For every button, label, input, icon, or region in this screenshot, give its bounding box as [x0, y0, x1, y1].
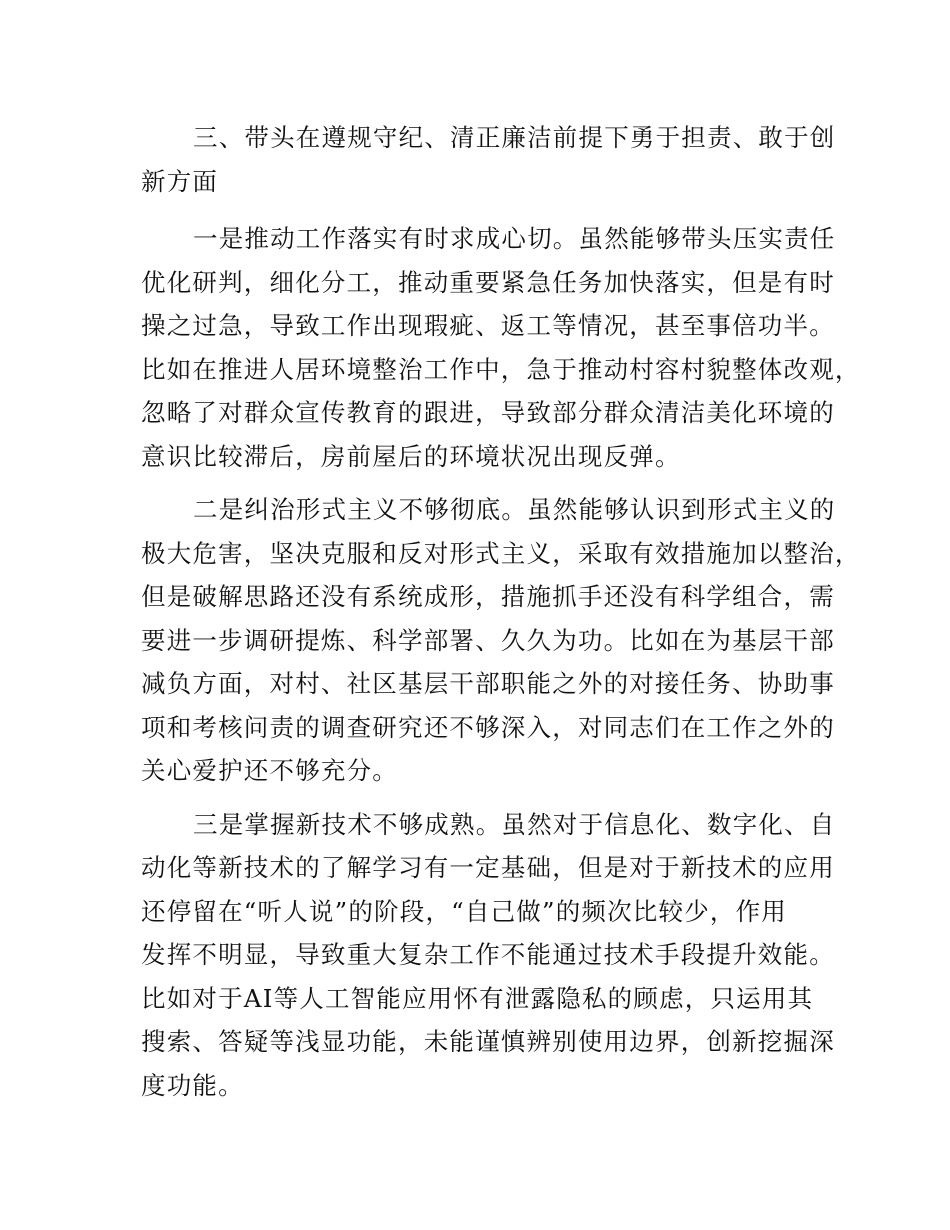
paragraph-line: 比如在推进人居环境整治工作中，急于推动村容村貌整体改观， [141, 354, 861, 384]
paragraph-line: 意识比较滞后，房前屋后的环境状况出现反弹。 [141, 441, 681, 471]
paragraph-line: 一是推动工作落实有时求成心切。虽然能够带头压实责任 [193, 224, 836, 253]
paragraph-line: 减负方面，对村、社区基层干部职能之外的对接任务、协助事 [141, 669, 835, 698]
paragraph-line: 动化等新技术的了解学习有一定基础，但是对于新技术的应用 [141, 853, 835, 882]
paragraph-1 [141, 217, 861, 478]
paragraph-line: 三是掌握新技术不够成熟。虽然对于信息化、数字化、自 [193, 809, 836, 839]
paragraph-line: 操之过急，导致工作出现瑕疵、返工等情况，甚至事倍功半。 [141, 311, 835, 340]
section-heading [141, 116, 836, 203]
heading-line: 三、带头在遵规守纪、清正廉洁前提下勇于担责、敢于创 [193, 123, 836, 152]
paragraph-line: 还停留在“听人说”的阶段，“自己做”的频次比较少，作用 [141, 896, 787, 926]
paragraph-line: 忽略了对群众宣传教育的跟进，导致部分群众清洁美化环境的 [141, 398, 835, 427]
paragraph-2 [141, 488, 861, 793]
paragraph-line: 项和考核问责的调查研究还不够深入，对同志们在工作之外的 [141, 712, 835, 742]
heading-line: 新方面 [141, 166, 219, 196]
paragraph-line: 优化研判，细化分工，推动重要紧急任务加快落实，但是有时 [141, 267, 835, 297]
paragraph-line: 极大危害，坚决克服和反对形式主义，采取有效措施加以整治， [141, 538, 861, 568]
paragraph-3 [141, 803, 836, 1108]
document-body [141, 116, 861, 1117]
paragraph-line: 搜索、答疑等浅显功能，未能谨慎辨别使用边界，创新挖掘深 [141, 1027, 835, 1056]
paragraph-line: 要进一步调研提炼、科学部署、久久为功。比如在为基层干部 [141, 625, 835, 655]
paragraph-line: 关心爱护还不够充分。 [141, 756, 398, 785]
paragraph-line: 比如对于AI等人工智能应用怀有泄露隐私的顾虑，只运用其 [141, 983, 814, 1013]
paragraph-line: 度功能。 [141, 1070, 244, 1100]
paragraph-line: 发挥不明显，导致重大复杂工作不能通过技术手段提升效能。 [141, 940, 835, 969]
paragraph-line: 二是纠治形式主义不够彻底。虽然能够认识到形式主义的 [193, 495, 836, 524]
paragraph-line: 但是破解思路还没有系统成形，措施抓手还没有科学组合，需 [141, 582, 835, 611]
